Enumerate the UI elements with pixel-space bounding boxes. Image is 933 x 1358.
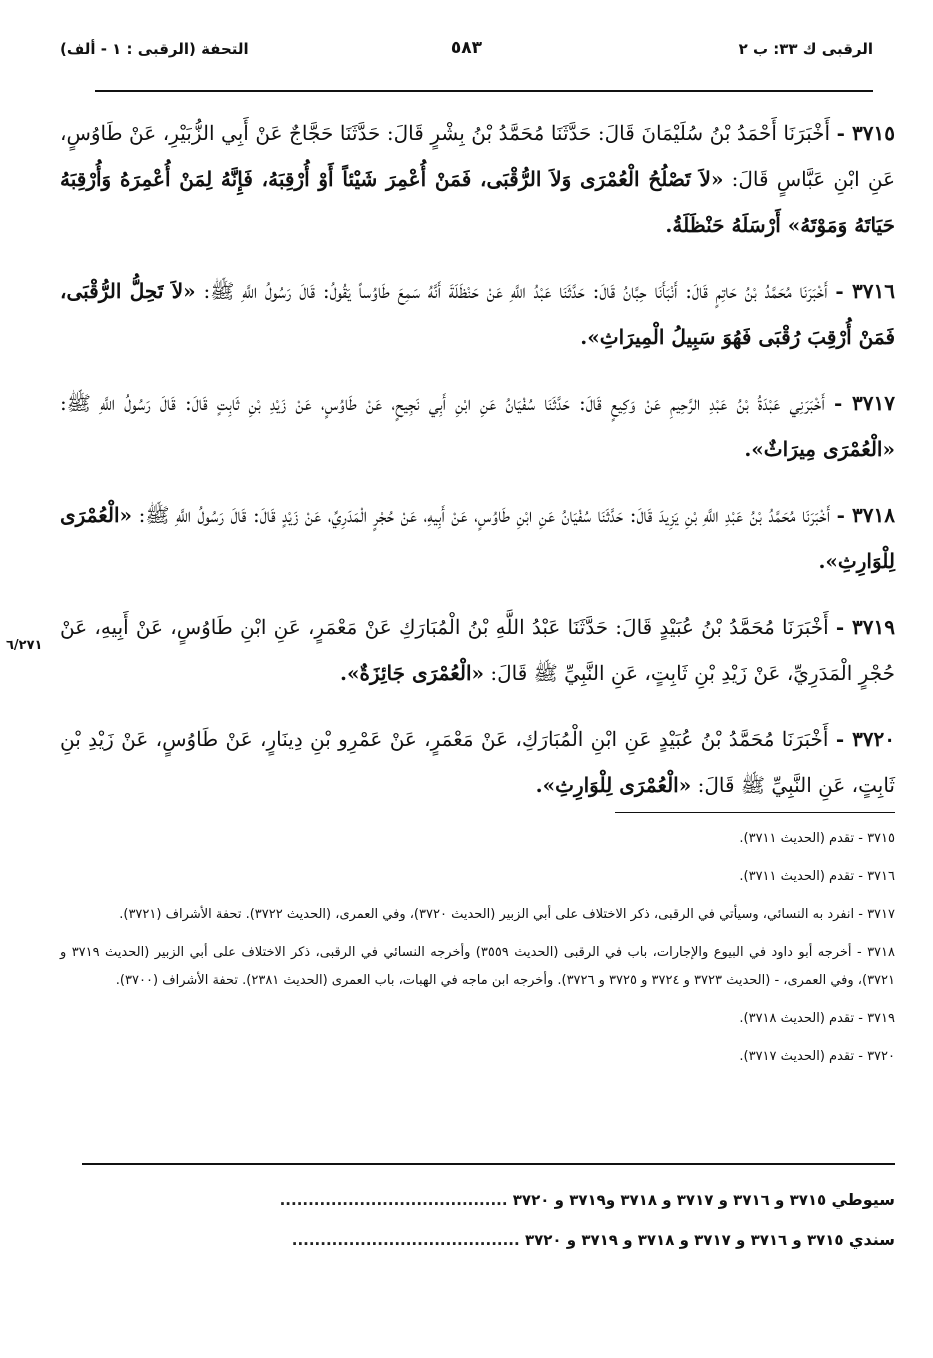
hadith-chain: أَخْبَرَنَا مُحَمَّدُ بْنُ عَبْدِ اللَّهِ بْنِ يَزِيدَ قَالَ: حَدَّثَنَا سُفْيَانُ عَنِ ابْنِ طَاوُسٍ، عَنْ أَبِيهِ، عَنْ حُجْرٍ الْمَدَرِيِّ، عَنْ زَيْدٍ قَالَ: قَالَ رَسُولُ اللَّهِ ﷺ:: [138, 503, 831, 527]
hadith-number: ٣٧٢٠ -: [835, 727, 896, 751]
hadith-3720: [60, 716, 895, 808]
hadith-3719: [60, 604, 895, 696]
footnote: ٣٧١٦ - تقدم (الحديث ٣٧١١).: [739, 869, 895, 884]
reference-label: سندي: [848, 1230, 895, 1249]
hadith-number: ٣٧١٨ -: [836, 503, 896, 527]
hadith-chain: أَخْبَرَنَا أَحْمَدُ بْنُ سُلَيْمَانَ قَالَ: حَدَّثَنَا مُحَمَّدُ بْنُ بِشْرٍ قَالَ: حَدَّثَنَا حَجَّاجٌ عَنْ أَبِي الزُّبَيْرِ، عَنْ طَاوُسٍ، عَنِ ابْنِ عَبَّاسٍ قَالَ:: [60, 121, 896, 191]
footnotes: [60, 825, 895, 1081]
header-chapter: الرقبى ك ٣٣: ب ٢: [738, 40, 873, 58]
hadith-chain: أَخْبَرَنِي عَبْدَةُ بْنُ عَبْدِ الرَّحِيمِ عَنْ وَكِيعٍ قَالَ: حَدَّثَنَا سُفْيَانُ عَنِ ابْنِ أَبِي نَجِيحٍ، عَنْ طَاوُسٍ، عَنْ زَيْدِ بْنِ ثَابِتٍ قَالَ: قَالَ رَسُولُ اللَّهِ ﷺ:: [60, 391, 825, 415]
margin-volume-page-note: ٦/٢٧١: [6, 638, 43, 653]
hadith-chain: أَخْبَرَنَا مُحَمَّدُ بْنُ حَاتِمٍ قَالَ: أَنْبَأَنَا حِبَّانُ قَالَ: حَدَّثَنَا عَبْدُ اللَّهِ عَنْ حَنْظَلَةَ أَنَّهُ سَمِعَ طَاوُساً يَقُولُ: قَالَ رَسُولُ اللَّهِ ﷺ:: [203, 279, 828, 303]
reference-label: سيوطي: [831, 1190, 895, 1209]
running-header: [60, 36, 873, 66]
header-rule: [95, 90, 873, 92]
hadith-3718: [60, 492, 895, 584]
reference-numbers: ٣٧١٥ و ٣٧١٦ و ٣٧١٧ و ٣٧١٨ و٣٧١٩ و ٣٧٢٠: [512, 1191, 827, 1209]
hadith-matn: «الْعُمْرَى لِلْوَارِثِ».: [535, 773, 692, 797]
hadith-matn: «لاَ تَحِلُّ الرُّقْبَى، فَمَنْ أُرْقِبَ رُقْبَى فَهُوَ سَبِيلُ الْمِيرَاثِ».: [60, 279, 895, 349]
hadith-matn: «الْعُمْرَى جَائِزَةٌ».: [339, 661, 484, 685]
footnote: ٣٧١٨ - أخرجه أبو داود في البيوع والإجارات، باب في الرقبى (الحديث ٣٥٥٩) وأخرجه النسائي في الرقبى، ذكر الاختلاف على أبي الزبير (الحديث ٣٧١٩ و ٣٧٢١)، وفي العمرى، - (الحديث ٣٧٢٣ و ٣٧٢٤ و ٣٧٢٥ و ٣٧٢٦). وأخرجه ابن ماجه في الهبات، باب العمرى (الحديث ٢٣٨١). تحفة الأشراف (٣٧٠٠).: [60, 945, 895, 988]
hadith-matn: «الْعُمْرَى مِيرَاثٌ».: [744, 437, 895, 461]
footnote-separator: [615, 812, 895, 813]
hadith-number: ٣٧١٦ -: [835, 279, 896, 303]
hadith-3717: [60, 380, 895, 472]
reference-row-sindi: [60, 1220, 895, 1260]
hadith-text-body: [60, 110, 895, 826]
hadith-number: ٣٧١٩ -: [835, 615, 895, 639]
hadith-chain: أَخْبَرَنَا مُحَمَّدُ بْنُ عُبَيْدٍ عَنِ ابْنِ الْمُبَارَكِ، عَنْ مَعْمَرٍ، عَنْ عَمْرِو بْنِ دِينَارٍ، عَنْ طَاوُسٍ، عَنْ زَيْدِ بْنِ ثَابِتٍ، عَنِ النَّبِيِّ ﷺ قَالَ:: [60, 727, 895, 797]
leader-dots: ........................................: [291, 1231, 520, 1249]
hadith-number: ٣٧١٥ -: [836, 121, 896, 145]
footnote: ٣٧١٥ - تقدم (الحديث ٣٧١١).: [739, 831, 895, 846]
hadith-3716: [60, 268, 895, 360]
footnote: ٣٧٢٠ - تقدم (الحديث ٣٧١٧).: [739, 1049, 895, 1064]
reference-numbers: ٣٧١٥ و ٣٧١٦ و ٣٧١٧ و ٣٧١٨ و ٣٧١٩ و ٣٧٢٠: [524, 1231, 844, 1249]
reference-row-suyuti: [60, 1180, 895, 1220]
page-number: ٥٨٣: [450, 38, 483, 58]
commentary-references: [60, 1180, 895, 1260]
leader-dots: ........................................: [279, 1191, 508, 1209]
hadith-matn: «الْعُمْرَى لِلْوَارِثِ».: [60, 503, 895, 573]
hadith-3715: [60, 110, 895, 248]
commentary-separator: [82, 1163, 895, 1165]
hadith-matn: «لاَ تَصْلُحُ الْعُمْرَى وَلاَ الرُّقْبَى، فَمَنْ أُعْمِرَ شَيْئاً أَوْ أُرْقِبَهُ، فَإِنَّهُ لِمَنْ أُعْمِرَهُ وَأُرْقِبَهُ حَيَاتَهُ وَمَوْتَهُ» أَرْسَلَهُ حَنْظَلَةُ.: [60, 167, 895, 237]
footnote: ٣٧١٩ - تقدم (الحديث ٣٧١٨).: [739, 1011, 895, 1026]
hadith-number: ٣٧١٧ -: [833, 391, 896, 415]
hadith-chain: أَخْبَرَنَا مُحَمَّدُ بْنُ عُبَيْدٍ قَالَ: حَدَّثَنَا عَبْدُ اللَّهِ بْنُ الْمُبَارَكِ عَنْ مَعْمَرٍ، عَنِ ابْنِ طَاوُسٍ، عَنْ أَبِيهِ، عَنْ حُجْرٍ الْمَدَرِيِّ، عَنْ زَيْدِ بْنِ ثَابِتٍ، عَنِ النَّبِيِّ ﷺ قَالَ:: [60, 615, 895, 685]
header-tuhfa-reference: التحفة (الرقبى : ١ - ألف): [60, 40, 249, 58]
footnote: ٣٧١٧ - انفرد به النسائي، وسيأتي في الرقبى، ذكر الاختلاف على أبي الزبير (الحديث ٣٧٢٠)، وفي العمرى، (الحديث ٣٧٢٢). تحفة الأشراف (٣٧٢١).: [119, 907, 895, 922]
